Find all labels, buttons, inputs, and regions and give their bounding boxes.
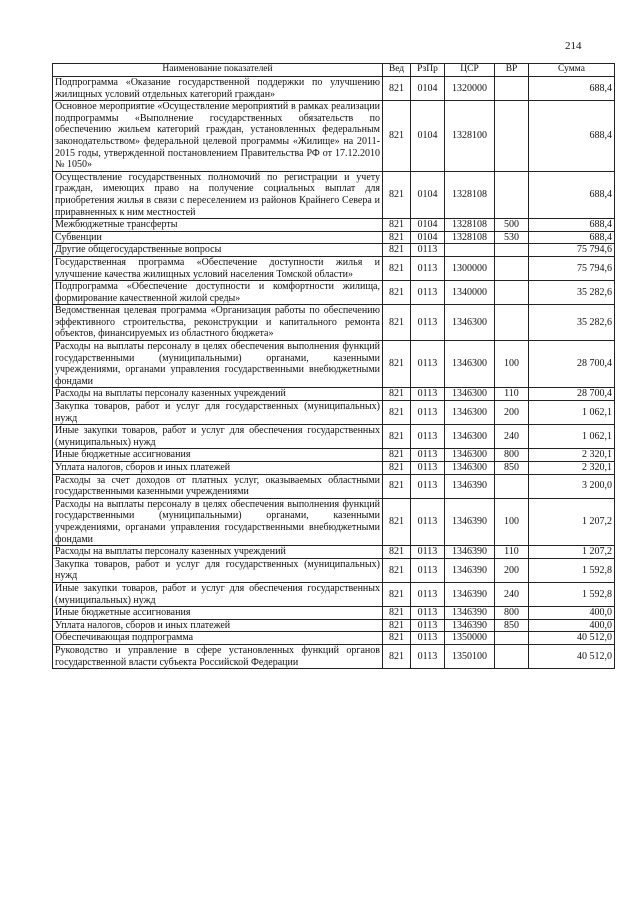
row-vr (495, 632, 529, 645)
row-sum: 1 062,1 (529, 401, 615, 425)
row-csr: 1346300 (445, 462, 495, 475)
table-row (53, 449, 615, 462)
row-csr: 1346390 (445, 582, 495, 606)
row-ved: 821 (383, 281, 411, 305)
row-rzpr: 0113 (411, 644, 445, 668)
row-vr: 200 (495, 558, 529, 582)
row-ved: 821 (383, 558, 411, 582)
row-sum: 1 207,2 (529, 546, 615, 559)
row-sum: 35 282,6 (529, 305, 615, 341)
row-name: Основное мероприятие «Осуществление мероприятий в рамках реализации подпрограммы «Выполнение государственных обязательств по обеспечению жильем категорий граждан, установленных федеральным законодательством» федеральной целевой программы «Жилище» на 2011-2015 годы, утвержденной постановлением Правительства РФ от 17.12.2010 № 1050» (53, 101, 383, 172)
budget-table (52, 63, 615, 669)
row-name: Уплата налогов, сборов и иных платежей (53, 462, 383, 475)
row-rzpr: 0104 (411, 171, 445, 218)
row-ved: 821 (383, 474, 411, 498)
row-csr: 1346300 (445, 305, 495, 341)
row-ved: 821 (383, 219, 411, 232)
table-row (53, 219, 615, 232)
row-ved: 821 (383, 401, 411, 425)
row-rzpr: 0113 (411, 498, 445, 545)
row-ved: 821 (383, 244, 411, 257)
row-csr: 1346390 (445, 474, 495, 498)
row-vr: 200 (495, 401, 529, 425)
row-ved: 821 (383, 546, 411, 559)
row-sum: 688,4 (529, 101, 615, 172)
header-ved: Вед (383, 64, 411, 77)
table-row (53, 425, 615, 449)
row-vr (495, 77, 529, 101)
row-sum: 40 512,0 (529, 632, 615, 645)
row-vr (495, 101, 529, 172)
row-name: Закупка товаров, работ и услуг для государственных (муниципальных) нужд (53, 401, 383, 425)
row-rzpr: 0113 (411, 558, 445, 582)
row-sum: 2 320,1 (529, 449, 615, 462)
row-csr: 1350100 (445, 644, 495, 668)
row-vr (495, 305, 529, 341)
table-row (53, 231, 615, 244)
row-csr: 1346390 (445, 498, 495, 545)
row-ved: 821 (383, 462, 411, 475)
row-sum: 3 200,0 (529, 474, 615, 498)
row-ved: 821 (383, 305, 411, 341)
row-rzpr: 0113 (411, 281, 445, 305)
row-sum: 40 512,0 (529, 644, 615, 668)
row-ved: 821 (383, 582, 411, 606)
row-rzpr: 0113 (411, 632, 445, 645)
row-sum: 688,4 (529, 231, 615, 244)
row-sum: 75 794,6 (529, 244, 615, 257)
row-rzpr: 0104 (411, 231, 445, 244)
table-row (53, 341, 615, 388)
header-sum: Сумма (529, 64, 615, 77)
row-sum: 35 282,6 (529, 281, 615, 305)
row-rzpr: 0113 (411, 546, 445, 559)
table-row (53, 171, 615, 218)
row-name: Межбюджетные трансферты (53, 219, 383, 232)
row-csr: 1346390 (445, 558, 495, 582)
row-vr: 530 (495, 231, 529, 244)
table-row (53, 244, 615, 257)
table-row (53, 101, 615, 172)
row-name: Государственная программа «Обеспечение доступности жилья и улучшение качества жилищных условий населения Томской области» (53, 256, 383, 280)
row-rzpr: 0113 (411, 607, 445, 620)
row-csr: 1300000 (445, 256, 495, 280)
row-csr: 1346300 (445, 401, 495, 425)
row-ved: 821 (383, 449, 411, 462)
row-vr (495, 644, 529, 668)
row-csr: 1346300 (445, 449, 495, 462)
row-csr: 1328108 (445, 231, 495, 244)
table-row (53, 619, 615, 632)
row-vr: 240 (495, 425, 529, 449)
row-ved: 821 (383, 101, 411, 172)
row-rzpr: 0113 (411, 462, 445, 475)
row-csr: 1346390 (445, 619, 495, 632)
row-name: Уплата налогов, сборов и иных платежей (53, 619, 383, 632)
table-row (53, 281, 615, 305)
row-rzpr: 0113 (411, 256, 445, 280)
row-ved: 821 (383, 341, 411, 388)
row-vr: 100 (495, 341, 529, 388)
table-row (53, 582, 615, 606)
table-row (53, 644, 615, 668)
row-sum: 75 794,6 (529, 256, 615, 280)
row-sum: 688,4 (529, 77, 615, 101)
row-csr (445, 244, 495, 257)
table-row (53, 607, 615, 620)
row-csr: 1350000 (445, 632, 495, 645)
row-rzpr: 0113 (411, 388, 445, 401)
row-ved: 821 (383, 231, 411, 244)
row-vr: 240 (495, 582, 529, 606)
row-sum: 400,0 (529, 607, 615, 620)
row-vr: 800 (495, 449, 529, 462)
row-sum: 1 207,2 (529, 498, 615, 545)
row-rzpr: 0113 (411, 244, 445, 257)
row-rzpr: 0104 (411, 219, 445, 232)
row-sum: 1 062,1 (529, 425, 615, 449)
row-csr: 1328108 (445, 219, 495, 232)
header-vr: ВР (495, 64, 529, 77)
row-sum: 1 592,8 (529, 582, 615, 606)
row-csr: 1346390 (445, 607, 495, 620)
row-vr (495, 171, 529, 218)
row-vr: 110 (495, 546, 529, 559)
row-ved: 821 (383, 632, 411, 645)
row-rzpr: 0113 (411, 425, 445, 449)
row-name: Руководство и управление в сфере установленных функций органов государственной власти субъекта Российской Федерации (53, 644, 383, 668)
row-name: Иные бюджетные ассигнования (53, 607, 383, 620)
table-row (53, 558, 615, 582)
table-row (53, 474, 615, 498)
row-vr: 850 (495, 462, 529, 475)
table-row (53, 546, 615, 559)
row-rzpr: 0113 (411, 401, 445, 425)
row-csr: 1346300 (445, 341, 495, 388)
row-rzpr: 0113 (411, 341, 445, 388)
row-sum: 688,4 (529, 219, 615, 232)
table-row (53, 632, 615, 645)
row-name: Субвенции (53, 231, 383, 244)
row-name: Иные бюджетные ассигнования (53, 449, 383, 462)
row-vr (495, 244, 529, 257)
row-csr: 1346390 (445, 546, 495, 559)
row-ved: 821 (383, 498, 411, 545)
row-csr: 1320000 (445, 77, 495, 101)
header-name: Наименование показателей (53, 64, 383, 77)
row-sum: 688,4 (529, 171, 615, 218)
row-name: Иные закупки товаров, работ и услуг для обеспечения государственных (муниципальных) нужд (53, 582, 383, 606)
row-sum: 400,0 (529, 619, 615, 632)
table-row (53, 388, 615, 401)
row-rzpr: 0104 (411, 101, 445, 172)
row-name: Подпрограмма «Оказание государственной поддержки по улучшению жилищных условий отдельных категорий граждан» (53, 77, 383, 101)
row-name: Закупка товаров, работ и услуг для государственных (муниципальных) нужд (53, 558, 383, 582)
row-vr (495, 281, 529, 305)
row-name: Расходы за счет доходов от платных услуг, оказываемых областными государственными казенными учреждениями (53, 474, 383, 498)
header-csr: ЦСР (445, 64, 495, 77)
row-name: Обеспечивающая подпрограмма (53, 632, 383, 645)
table-row (53, 77, 615, 101)
row-rzpr: 0113 (411, 582, 445, 606)
row-vr: 110 (495, 388, 529, 401)
row-name: Расходы на выплаты персоналу в целях обеспечения выполнения функций государственными (муниципальными) органами, казенными учреждениями, органами управления государственными внебюджетными фондами (53, 341, 383, 388)
table-row (53, 401, 615, 425)
row-vr (495, 474, 529, 498)
row-ved: 821 (383, 388, 411, 401)
table-row (53, 305, 615, 341)
row-sum: 2 320,1 (529, 462, 615, 475)
row-ved: 821 (383, 425, 411, 449)
row-csr: 1346300 (445, 425, 495, 449)
row-csr: 1346300 (445, 388, 495, 401)
row-name: Иные закупки товаров, работ и услуг для обеспечения государственных (муниципальных) нужд (53, 425, 383, 449)
row-name: Расходы на выплаты персоналу казенных учреждений (53, 546, 383, 559)
row-name: Расходы на выплаты персоналу в целях обеспечения выполнения функций государственными (муниципальными) органами, казенными учреждениями, органами управления государственными внебюджетными фондами (53, 498, 383, 545)
row-rzpr: 0113 (411, 305, 445, 341)
table-body (53, 77, 615, 669)
row-vr: 100 (495, 498, 529, 545)
row-ved: 821 (383, 256, 411, 280)
row-rzpr: 0113 (411, 474, 445, 498)
row-ved: 821 (383, 171, 411, 218)
row-name: Подпрограмма «Обеспечение доступности и комфортности жилища, формирование качественной жилой среды» (53, 281, 383, 305)
page-number: 214 (565, 40, 582, 52)
row-csr: 1340000 (445, 281, 495, 305)
row-ved: 821 (383, 644, 411, 668)
row-sum: 28 700,4 (529, 388, 615, 401)
row-name: Ведомственная целевая программа «Организация работы по обеспечению эффективного строительства, реконструкции и капитального ремонта объектов, финансируемых из областного бюджета» (53, 305, 383, 341)
table-row (53, 498, 615, 545)
row-vr (495, 256, 529, 280)
row-rzpr: 0104 (411, 77, 445, 101)
row-vr: 850 (495, 619, 529, 632)
row-rzpr: 0113 (411, 449, 445, 462)
row-sum: 1 592,8 (529, 558, 615, 582)
row-ved: 821 (383, 619, 411, 632)
header-rzpr: РзПр (411, 64, 445, 77)
row-ved: 821 (383, 607, 411, 620)
row-name: Другие общегосударственные вопросы (53, 244, 383, 257)
row-name: Осуществление государственных полномочий по регистрации и учету граждан, имеющих право на получение социальных выплат для приобретения жилья в связи с переселением из районов Крайнего Севера и приравненных к ним местностей (53, 171, 383, 218)
row-rzpr: 0113 (411, 619, 445, 632)
table-row (53, 462, 615, 475)
row-vr: 500 (495, 219, 529, 232)
row-vr: 800 (495, 607, 529, 620)
row-name: Расходы на выплаты персоналу казенных учреждений (53, 388, 383, 401)
row-csr: 1328108 (445, 171, 495, 218)
table-header-row (53, 64, 615, 77)
row-sum: 28 700,4 (529, 341, 615, 388)
row-csr: 1328100 (445, 101, 495, 172)
row-ved: 821 (383, 77, 411, 101)
table-row (53, 256, 615, 280)
